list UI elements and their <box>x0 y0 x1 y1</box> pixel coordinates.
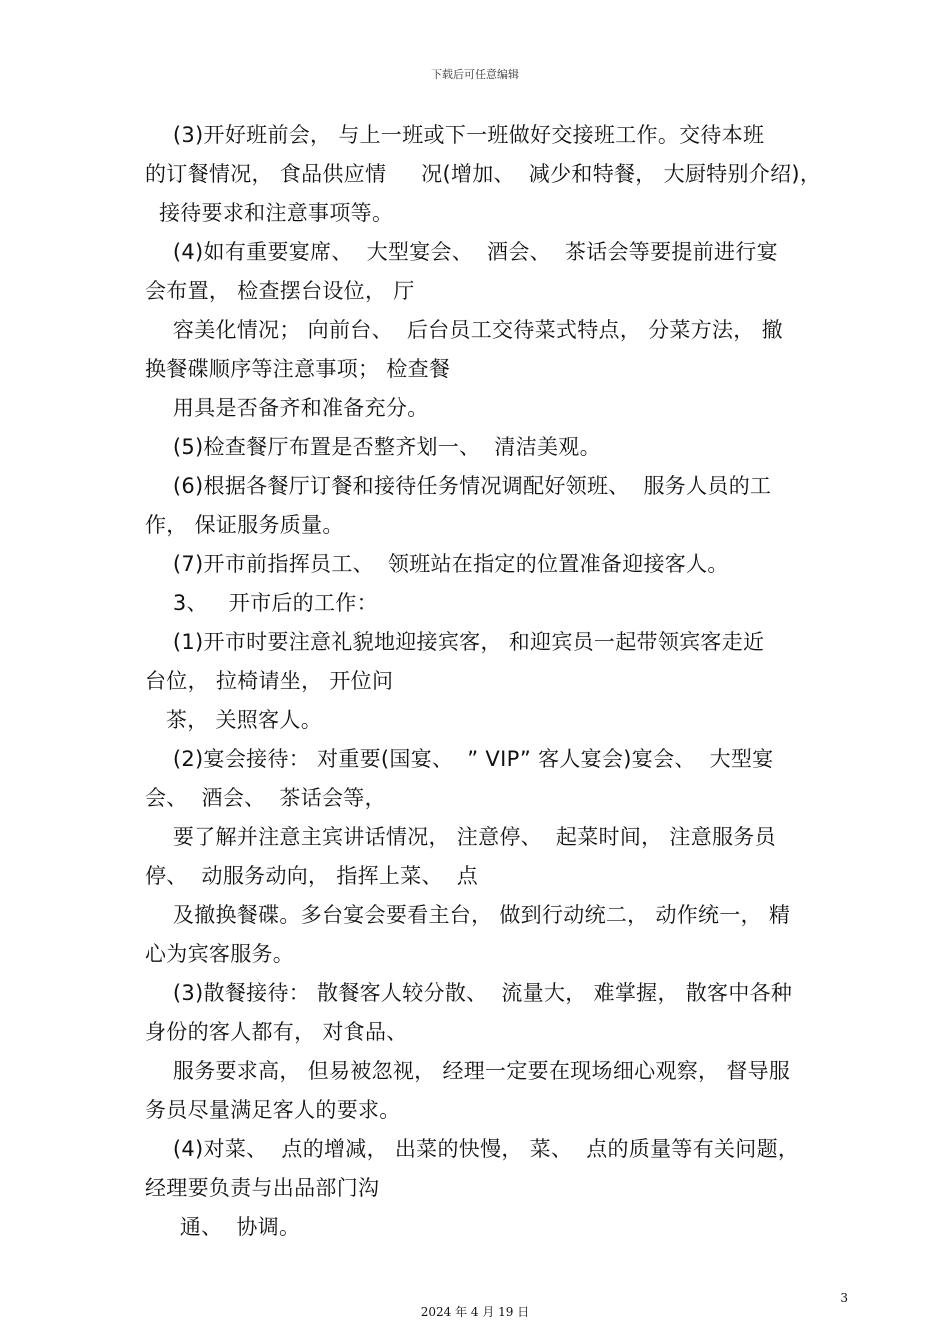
text-line: 台位， 拉椅请坐， 开位问 <box>145 669 394 693</box>
text-line: 服务要求高， 但易被忽视， 经理一定要在现场细心观察， 督导服 <box>145 1059 791 1083</box>
text-line: 的订餐情况， 食品供应情 况(增加、 减少和特餐， 大厨特别介绍)， <box>145 162 822 186</box>
text-line: (4)对菜、 点的增减， 出菜的快慢， 菜、 点的质量等有关问题， <box>145 1137 800 1161</box>
text-line: 经理要负责与出品部门沟 <box>145 1176 380 1200</box>
text-line: 停、 动服务动向， 指挥上菜、 点 <box>145 864 479 888</box>
text-line: 容美化情况； 向前台、 后台员工交待菜式特点， 分菜方法， 撤 <box>145 318 783 342</box>
text-line: 3、 开市后的工作： <box>145 591 378 615</box>
text-line: 作， 保证服务质量。 <box>145 513 344 537</box>
page-header: 下载后可任意编辑 <box>431 68 519 81</box>
text-line: 用具是否备齐和准备充分。 <box>145 396 429 420</box>
text-line: (2)宴会接待： 对重要(国宴、 ” VIP” 客人宴会)宴会、 大型宴 <box>145 747 774 771</box>
text-line: 换餐碟顺序等注意事项； 检查餐 <box>145 357 451 381</box>
text-line: 身份的客人都有， 对食品、 <box>145 1020 408 1044</box>
text-line: 会、 酒会、 茶话会等， <box>145 786 386 810</box>
text-line: (3)散餐接待： 散餐客人较分散、 流量大， 难掌握， 散客中各种 <box>145 981 793 1005</box>
text-line: 接待要求和注意事项等。 <box>145 201 394 225</box>
text-line: 会布置， 检查摆台设位， 厅 <box>145 279 415 303</box>
text-line: 通、 协调。 <box>145 1215 301 1239</box>
text-line: 及撤换餐碟。多台宴会要看主台， 做到行动统二， 动作统一， 精 <box>145 903 791 927</box>
text-line: (4)如有重要宴席、 大型宴会、 酒会、 茶话会等要提前进行宴 <box>145 240 778 264</box>
text-line: 要了解并注意主宾讲话情况， 注意停、 起菜时间， 注意服务员 <box>145 825 776 849</box>
page-footer-date: 2024 年 4 月 19 日 <box>420 1305 530 1319</box>
text-line: 心为宾客服务。 <box>145 942 295 966</box>
text-line: 务员尽量满足客人的要求。 <box>145 1098 401 1122</box>
text-line: (5)检查餐厅布置是否整齐划一、 清洁美观。 <box>145 435 601 459</box>
text-line: (1)开市时要注意礼貌地迎接宾客， 和迎宾员一起带领宾客走近 <box>145 630 765 654</box>
text-line: (7)开市前指挥员工、 领班站在指定的位置准备迎接客人。 <box>145 552 729 576</box>
text-line: (6)根据各餐厅订餐和接待任务情况调配好领班、 服务人员的工 <box>145 474 772 498</box>
text-line: 茶， 关照客人。 <box>145 708 323 732</box>
page-number: 3 <box>840 1291 848 1305</box>
text-line: (3)开好班前会， 与上一班或下一班做好交接班工作。交待本班 <box>145 123 765 147</box>
